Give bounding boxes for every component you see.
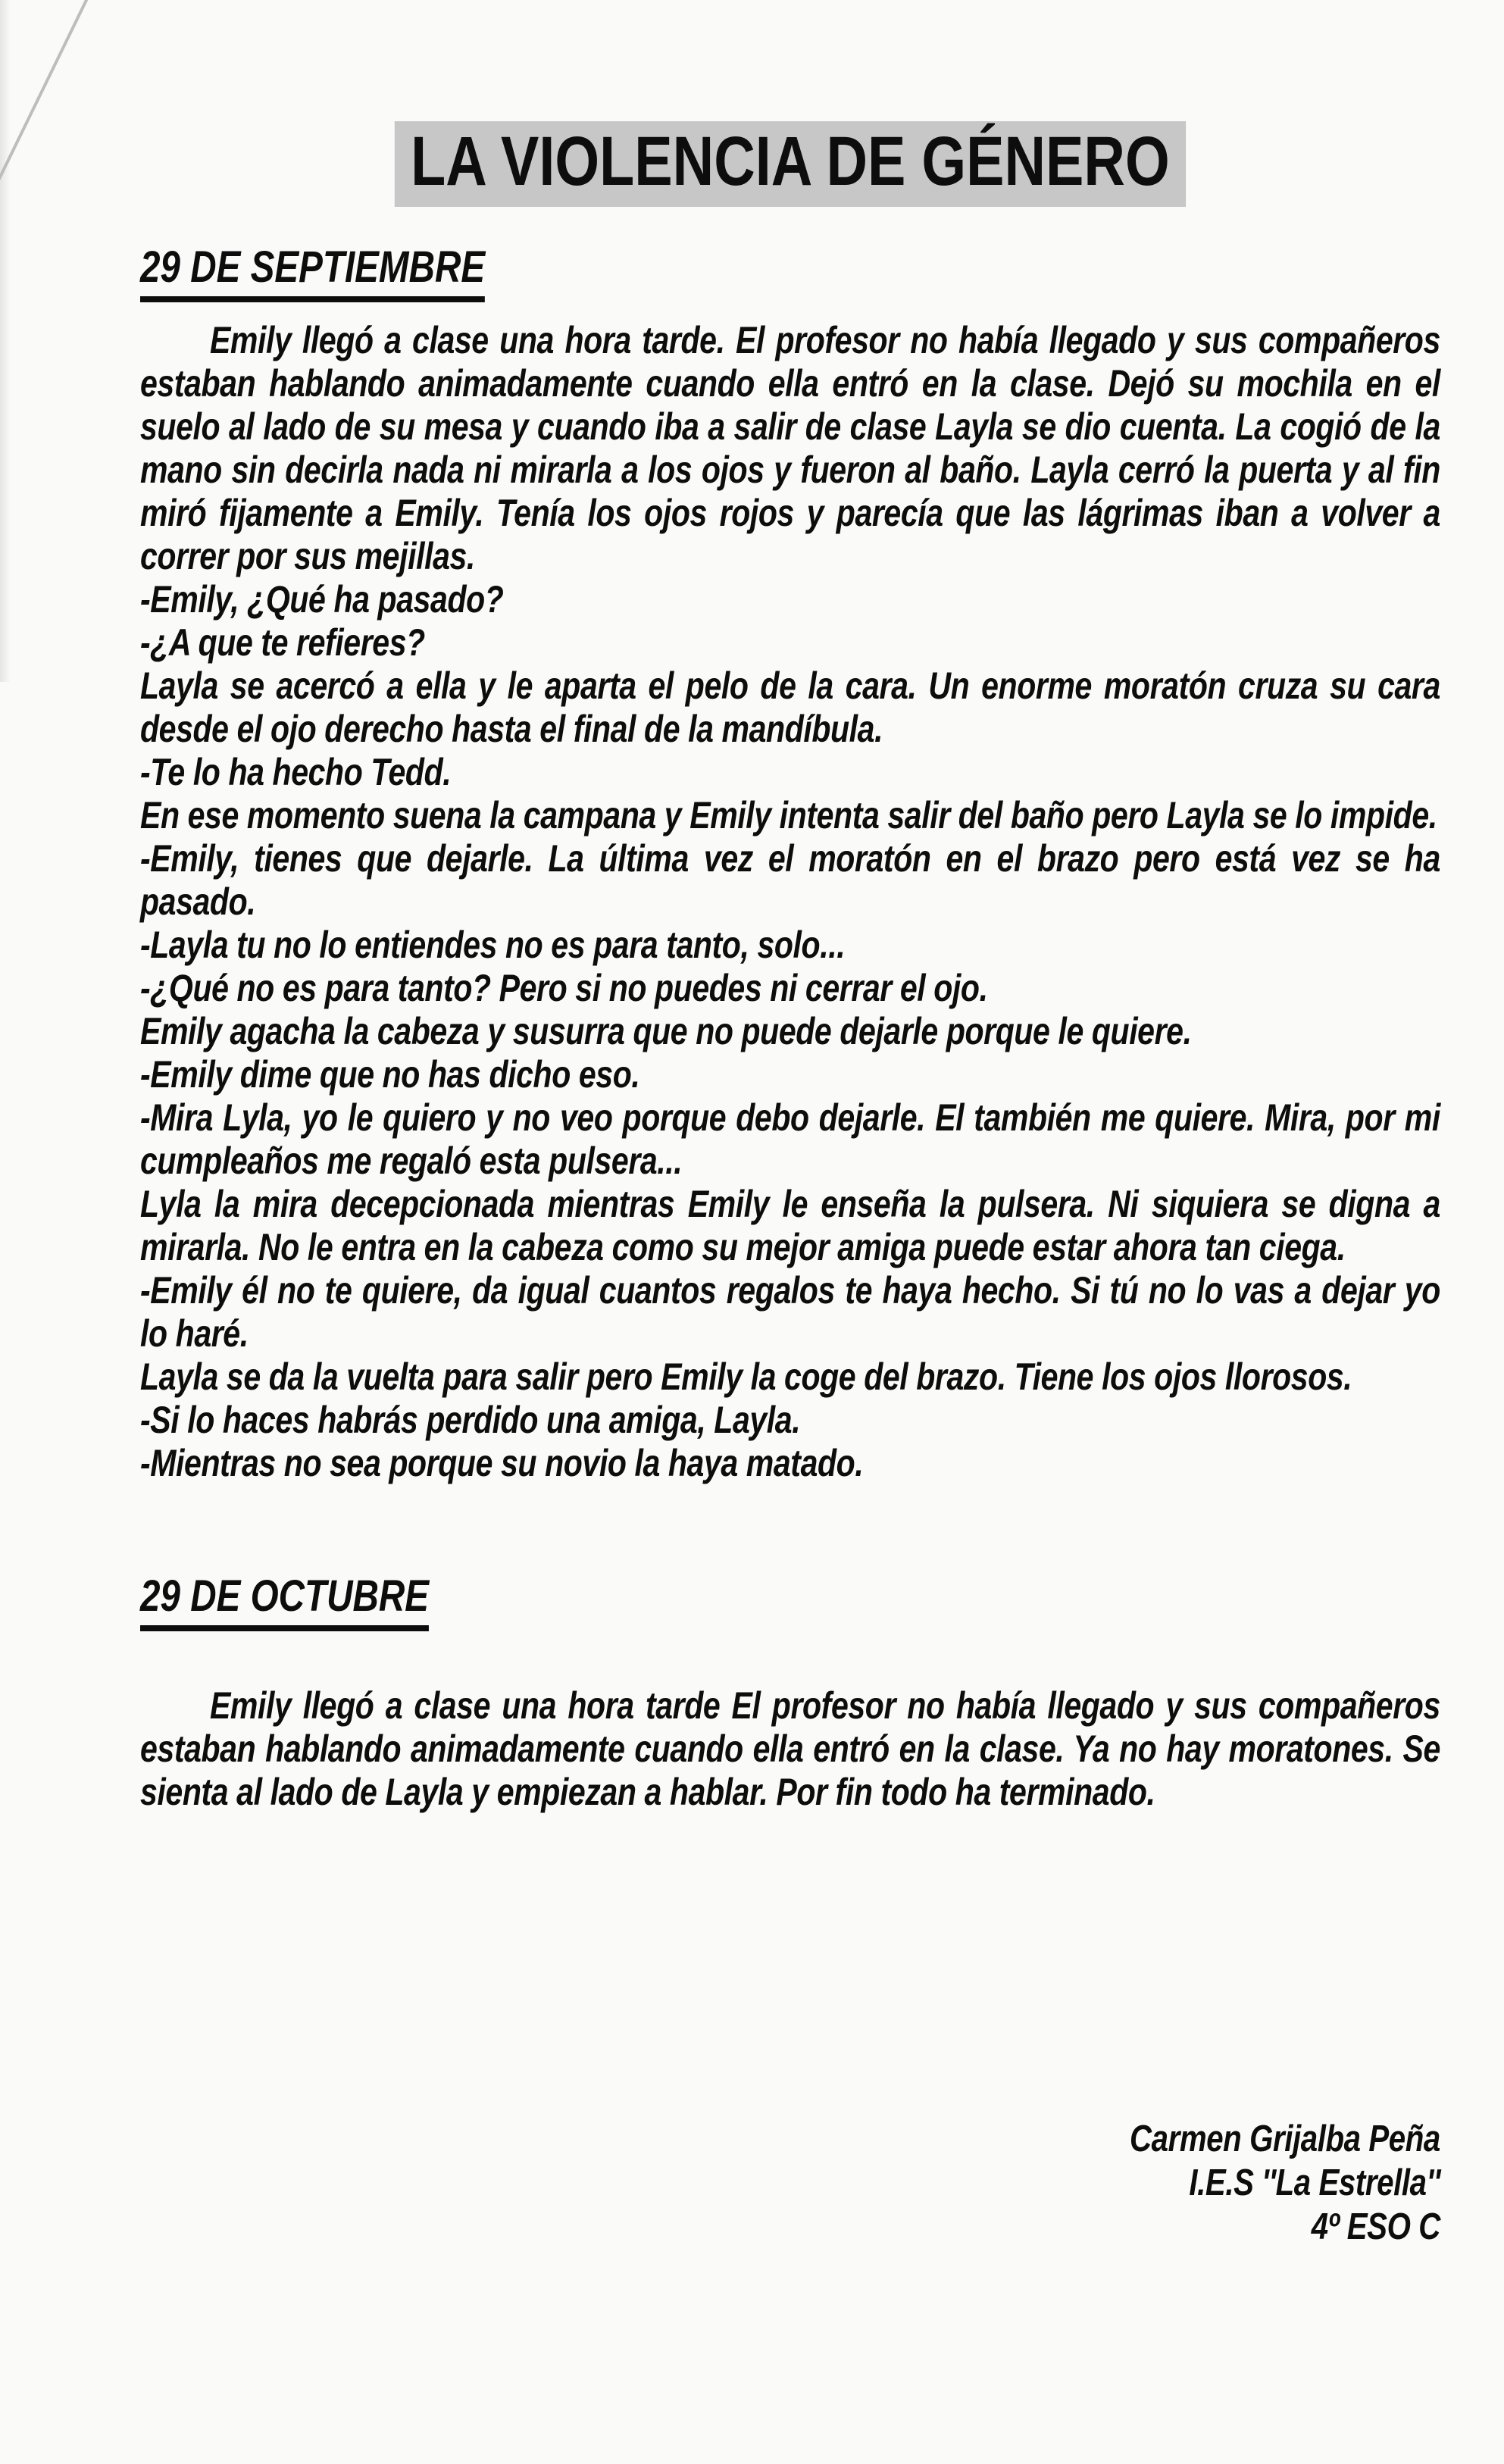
dialogue-line: -Si lo haces habrás perdido una amiga, Layla. (140, 1399, 801, 1442)
dialogue-line: -Emily, tienes que dejarle. La última vez el moratón en el brazo pero está vez se ha pasado. (140, 837, 1440, 924)
scan-edge-shade (0, 0, 11, 682)
document-title: LA VIOLENCIA DE GÉNERO (395, 121, 1186, 207)
story-paragraph: Lyla la mira decepcionada mientras Emily le enseña la pulsera. Ni siquiera se digna a mirarla. No le entra en la cabeza como su mejor amiga puede estar ahora tan ciega. (140, 1183, 1440, 1269)
section-september-body (140, 319, 1440, 1485)
story-paragraph: Layla se acercó a ella y le aparta el pelo de la cara. Un enorme moratón cruza su cara desde el ojo derecho hasta el final de la mandíbula. (140, 664, 1440, 751)
dialogue-line: -Emily, ¿Qué ha pasado? (140, 578, 504, 621)
dialogue-line: -¿A que te refieres? (140, 621, 425, 664)
footer (140, 2117, 1440, 2249)
dialogue-line: -Layla tu no lo entiendes no es para tanto, solo... (140, 924, 846, 967)
section-october-body (140, 1684, 1440, 1814)
dialogue-line: -Mientras no sea porque su novio la haya matado. (140, 1442, 864, 1485)
story-paragraph: Layla se da la vuelta para salir pero Emily la coge del brazo. Tiene los ojos llorosos. (140, 1356, 1352, 1399)
dialogue-line: -Mira Lyla, yo le quiero y no veo porque debo dejarle. El también me quiere. Mira, por mi cumpleaños me regaló esta pulsera... (140, 1096, 1440, 1183)
story-paragraph: En ese momento suena la campana y Emily intenta salir del baño pero Layla se lo impide. (140, 794, 1437, 837)
section-october (140, 1572, 1440, 1631)
title-row (140, 121, 1440, 207)
scan-artifact-line (0, 0, 89, 181)
document-content (140, 0, 1440, 2249)
section-september (140, 243, 1440, 302)
story-paragraph: Emily llegó a clase una hora tarde. El profesor no había llegado y sus compañeros estaban hablando animadamente cuando ella entró en la clase. Dejó su mochila en el suelo al lado de su mesa y cuando iba a salir de clase Layla se dio cuenta. La cogió de la mano sin decirla nada ni mirarla a los ojos y fueron al baño. Layla cerró la puerta y al fin miró fijamente a Emily. Tenía los ojos rojos y parecía que las lágrimas iban a volver a correr por sus mejillas. (140, 319, 1440, 578)
footer-author: Carmen Grijalba Peña (1129, 2118, 1440, 2159)
footer-class: 4º ESO C (1311, 2206, 1440, 2247)
dialogue-line: -Te lo ha hecho Tedd. (140, 751, 452, 794)
dialogue-line: -Emily dime que no has dicho eso. (140, 1053, 640, 1096)
dialogue-line: -Emily él no te quiere, da igual cuantos regalos te haya hecho. Si tú no lo vas a dejar yo lo haré. (140, 1269, 1440, 1356)
story-paragraph: Emily llegó a clase una hora tarde El profesor no había llegado y sus compañeros estaban hablando animadamente cuando ella entró en la clase. Ya no hay moratones. Se sienta al lado de Layla y empiezan a hablar. Por fin todo ha terminado. (140, 1684, 1440, 1813)
story-paragraph: Emily agacha la cabeza y susurra que no puede dejarle porque le quiere. (140, 1010, 1192, 1053)
section-heading-october: 29 DE OCTUBRE (140, 1572, 429, 1631)
section-heading-september: 29 DE SEPTIEMBRE (140, 243, 485, 302)
footer-school: I.E.S ''La Estrella'' (1189, 2162, 1440, 2203)
dialogue-line: -¿Qué no es para tanto? Pero si no puedes ni cerrar el ojo. (140, 967, 988, 1010)
